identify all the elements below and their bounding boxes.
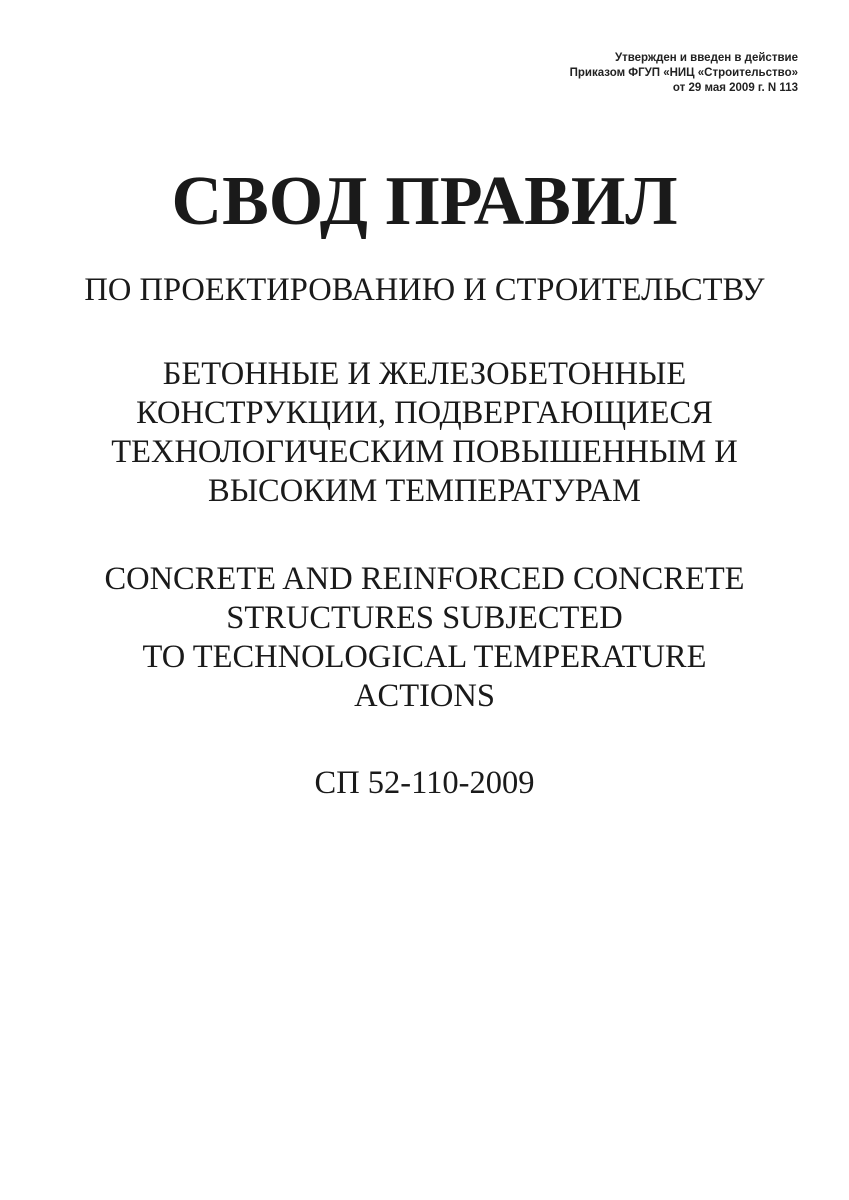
- russian-title-block: [0, 355, 849, 511]
- document-title: СВОД ПРАВИЛ: [171, 163, 678, 240]
- english-title-line-2: STRUCTURES SUBJECTED: [226, 600, 623, 636]
- document-subtitle: ПО ПРОЕКТИРОВАНИЮ И СТРОИТЕЛЬСТВУ: [84, 272, 765, 308]
- approval-line-1: Утвержден и введен в действие: [614, 52, 798, 64]
- russian-title-line-1: БЕТОННЫЕ И ЖЕЛЕЗОБЕТОННЫЕ: [162, 356, 687, 392]
- approval-line-2: Приказом ФГУП «НИЦ «Строительство»: [569, 67, 798, 79]
- russian-title-line-2: КОНСТРУКЦИИ, ПОДВЕРГАЮЩИЕСЯ: [136, 395, 713, 431]
- russian-title-line-4: ВЫСОКИМ ТЕМПЕРАТУРАМ: [208, 473, 641, 509]
- document-code: СП 52-110-2009: [314, 765, 535, 801]
- english-title-block: [0, 560, 849, 716]
- english-title-line-3: TO TECHNOLOGICAL TEMPERATURE: [142, 639, 707, 675]
- english-title-line-1: CONCRETE AND REINFORCED CONCRETE: [104, 561, 745, 597]
- english-title-line-4: ACTIONS: [354, 678, 495, 714]
- russian-title-line-3: ТЕХНОЛОГИЧЕСКИМ ПОВЫШЕННЫМ И: [111, 434, 738, 470]
- approval-line-3: от 29 мая 2009 г. N 113: [672, 82, 798, 94]
- approval-note: [570, 51, 798, 96]
